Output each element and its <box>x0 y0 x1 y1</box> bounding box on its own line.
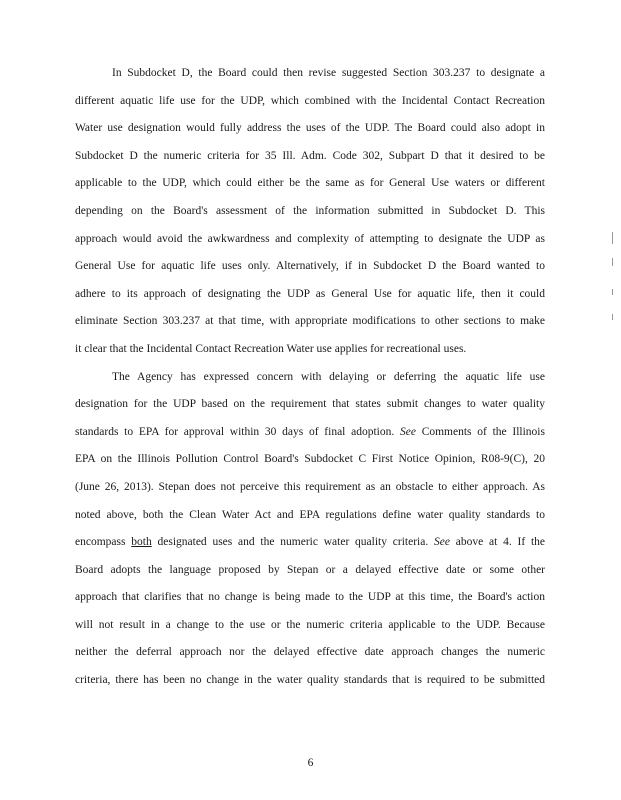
paragraph-1-line-7: approach would avoid the awkwardness and complexity of attempting to designate the UDP as <box>75 232 545 245</box>
paragraph-2-line-6: noted above, both the Clean Water Act and EPA regulations define water quality standards to <box>75 508 545 521</box>
paragraph-1-line-8: General Use for aquatic life uses only. Alternatively, if in Subdocket D the Board wanted to <box>75 260 545 273</box>
line-7-text-before: encompass <box>75 536 132 549</box>
paragraph-1-line-2: different aquatic life use for the UDP, which combined with the Incidental Contact Recreation <box>75 94 545 107</box>
citation-signal-see: See <box>399 425 416 438</box>
line-7-text-after: above at 4. If the <box>449 536 545 549</box>
scan-mark-2 <box>612 258 613 266</box>
paragraph-1-line-6: depending on the Board's assessment of the information submitted in Subdocket D. This <box>75 204 545 217</box>
paragraph-1-line-3: Water use designation would fully address the uses of the UDP. The Board could also adopt in <box>75 122 545 135</box>
paragraph-2-line-11: neither the deferral approach nor the delayed effective date approach changes the numeric <box>75 646 545 659</box>
scan-mark-1 <box>612 232 613 244</box>
scan-mark-4 <box>612 314 613 320</box>
paragraph-2-line-9: approach that clarifies that no change is being made to the UDP at this time, the Board's action <box>75 591 545 604</box>
paragraph-2-line-12: criteria, there has been no change in the water quality standards that is required to be submitted <box>75 674 545 687</box>
paragraph-2-line-8: Board adopts the language proposed by Stepan or a delayed effective date or some other <box>75 563 545 576</box>
line-7-text-middle: designated uses and the numeric water quality criteria. <box>151 536 434 549</box>
citation-signal-see-2: See <box>434 536 450 549</box>
paragraph-2-line-5: (June 26, 2013). Stepan does not perceive this requirement as an obstacle to either approach. As <box>75 480 545 493</box>
paragraph-2-line-3 <box>75 419 545 447</box>
line-3-text-before: standards to EPA for approval within 30 days of final adoption. <box>75 425 400 438</box>
paragraph-1-line-5: applicable to the UDP, which could either be the same as for General Use waters or different <box>75 177 545 190</box>
paragraph-1-line-9: adhere to its approach of designating the UDP as General Use for aquatic life, then it could <box>75 287 545 300</box>
paragraph-1-line-11: it clear that the Incidental Contact Recreation Water use applies for recreational uses. <box>75 342 467 355</box>
emphasis-both: both <box>131 536 152 549</box>
paragraph-1-line-1: In Subdocket D, the Board could then revise suggested Section 303.237 to designate a <box>112 67 545 79</box>
paragraph-2-line-10: will not result in a change to the use or the numeric criteria applicable to the UDP. Because <box>75 618 545 631</box>
paragraph-1-line-4: Subdocket D the numeric criteria for 35 Ill. Adm. Code 302, Subpart D that it desired to be <box>75 149 545 162</box>
paragraph-2-line-4: EPA on the Illinois Pollution Control Board's Subdocket C First Notice Opinion, R08-9(C), 20 <box>75 453 545 466</box>
paragraph-2-line-1: The Agency has expressed concern with delaying or deferring the aquatic life use <box>112 370 545 383</box>
paragraph-2-line-7 <box>75 529 545 557</box>
line-3-text-after: Comments of the Illinois <box>415 425 545 438</box>
paragraph-1-line-10: eliminate Section 303.237 at that time, with appropriate modifications to other sections to make <box>75 315 545 328</box>
page-number: 6 <box>307 757 314 769</box>
scan-mark-3 <box>612 289 613 295</box>
paragraph-2-line-2: designation for the UDP based on the requirement that states submit changes to water quality <box>75 398 545 411</box>
body-text <box>75 60 545 695</box>
